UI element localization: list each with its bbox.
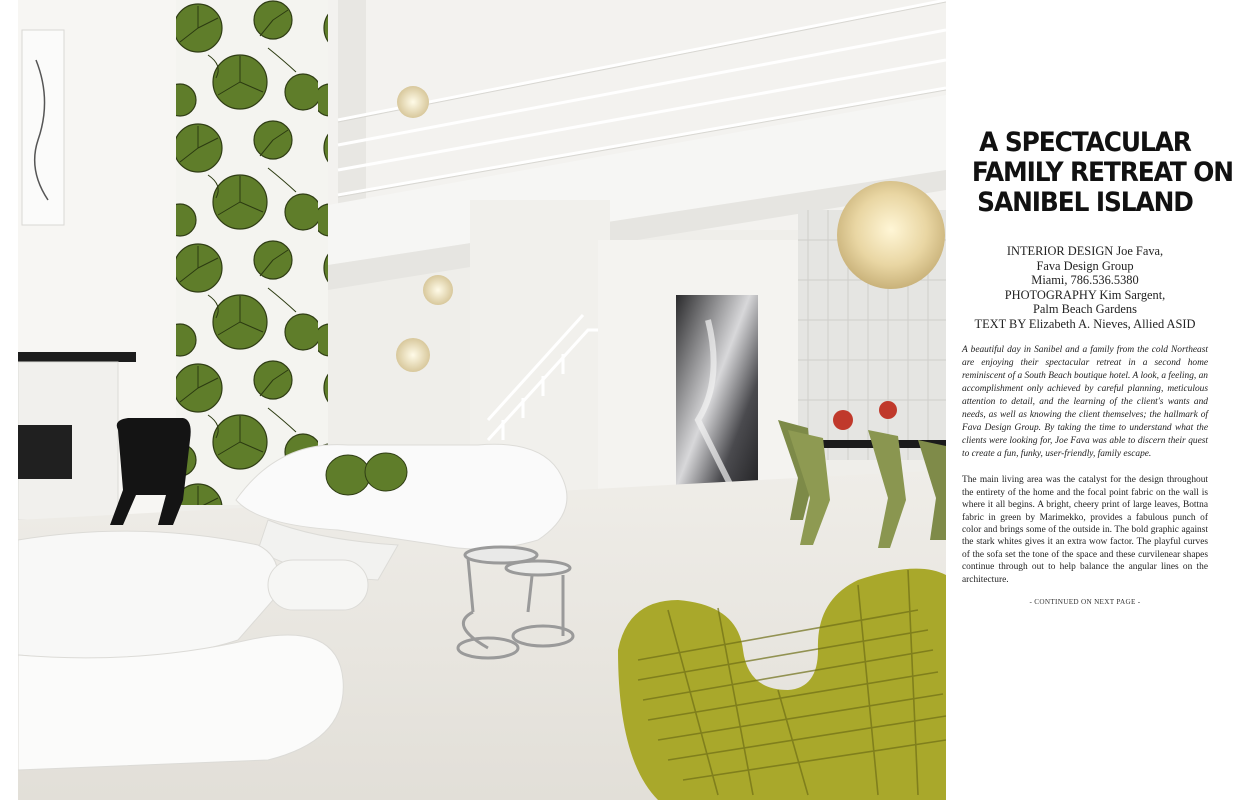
credit-line: Miami, 786.536.5380 (1031, 273, 1139, 288)
interior-photo (18, 0, 946, 800)
living-room-illustration (18, 0, 946, 800)
headline-line-2: FAMILY RETREAT ON (971, 157, 1233, 188)
credit-line: INTERIOR DESIGN Joe Fava, (1006, 244, 1164, 258)
article-credits (962, 244, 1208, 332)
article-lede: A beautiful day in Sanibel and a family from the cold Northeast are enjoying their spectacular retreat in a second home reminiscent of a South Beach boutique hotel. A look, a feeling, an accomplishment only achieved by careful planning, meticulous attention to detail, and the learning of the client's wants and needs, as well as knowing the client themselves; the hallmark of Fava Design Group. By taking the time to understand what the clients were looking for, Joe Fava was able to discern their quest to create a fun, funky, user-friendly, family escape. (962, 344, 1208, 460)
headline-line-3: SANIBEL ISLAND (977, 187, 1193, 218)
abstract-artwork (676, 295, 758, 510)
credit-line: TEXT BY Elizabeth A. Nieves, Allied ASID (974, 316, 1196, 331)
credit-line: Palm Beach Gardens (1033, 302, 1137, 317)
credit-line: PHOTOGRAPHY Kim Sargent, (1004, 287, 1166, 302)
continued-notice: - CONTINUED ON NEXT PAGE - (1029, 598, 1141, 607)
article-headline (971, 127, 1233, 218)
article-body: The main living area was the catalyst for the design throughout the entirety of the home and the focal point fabric on the wall is where it all begins. A bright, cheery print of large leaves, Bottna fabric in green by Marimekko, provides a fabulous punch of color and brings some of the outside in. The bold graphic against the stark whites gives it an extra wow factor. The playful curves of the sofa set the tone of the space and these curvilenear shapes continue through out to help balance the angular lines on the architecture. (962, 475, 1208, 585)
crystal-chandelier (837, 181, 945, 289)
credit-line: Fava Design Group (1036, 258, 1134, 273)
article-column (962, 127, 1233, 607)
headline-line-1: A SPECTACULAR (979, 127, 1191, 158)
